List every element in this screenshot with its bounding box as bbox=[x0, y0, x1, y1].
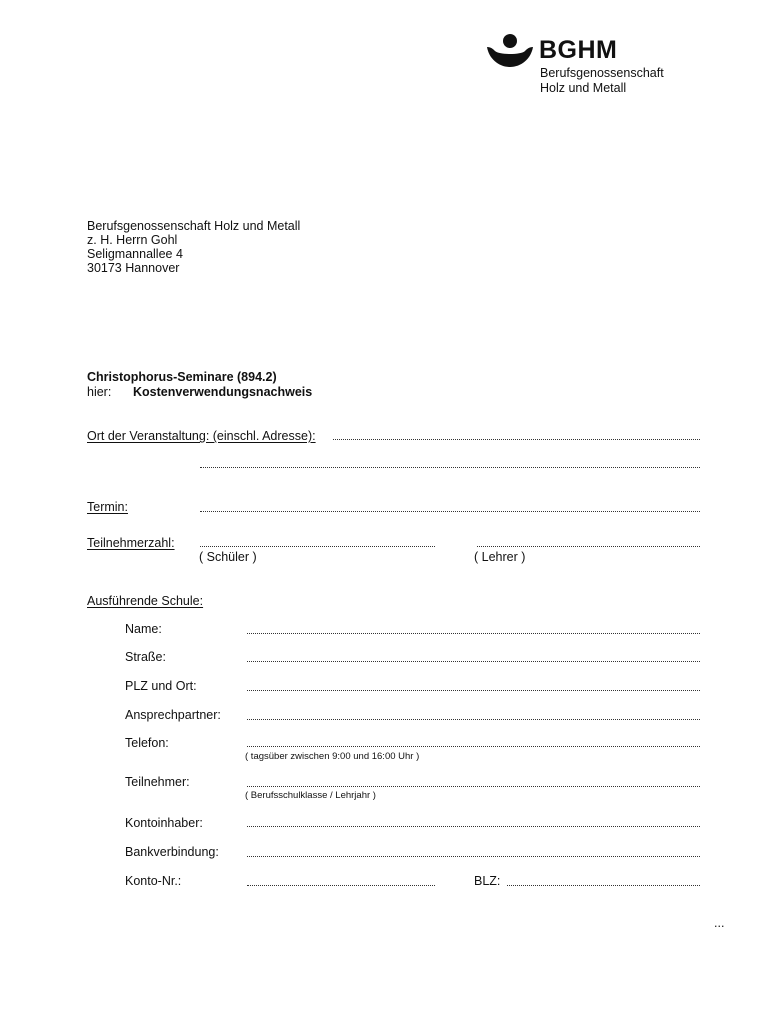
blz-field[interactable] bbox=[507, 885, 700, 886]
address-line: Seligmannallee 4 bbox=[87, 247, 183, 261]
address-line: z. H. Herrn Gohl bbox=[87, 233, 178, 247]
ort-field-line2[interactable] bbox=[200, 467, 700, 468]
teilnehmer-hint: ( Berufsschulklasse / Lehrjahr ) bbox=[245, 790, 376, 801]
continuation-marker: ... bbox=[714, 916, 725, 930]
ort-field-line1[interactable] bbox=[333, 439, 700, 440]
blz-label: BLZ: bbox=[474, 874, 501, 888]
document-title: Christophorus-Seminare (894.2) bbox=[87, 370, 277, 384]
schueler-label: ( Schüler ) bbox=[199, 550, 257, 564]
ansprechpartner-field[interactable] bbox=[247, 719, 700, 720]
konto-nr-field[interactable] bbox=[247, 885, 435, 886]
schueler-count-field[interactable] bbox=[200, 546, 435, 547]
teilnehmerzahl-label: Teilnehmerzahl: bbox=[87, 536, 175, 550]
termin-label: Termin: bbox=[87, 500, 128, 514]
document-subject: Kostenverwendungsnachweis bbox=[133, 385, 313, 399]
telefon-field[interactable] bbox=[247, 746, 700, 747]
logo-figure-icon bbox=[487, 33, 533, 69]
address-line: Berufsgenossenschaft Holz und Metall bbox=[87, 219, 301, 233]
name-label: Name: bbox=[125, 622, 162, 636]
plz-ort-label: PLZ und Ort: bbox=[125, 679, 197, 693]
bankverbindung-label: Bankverbindung: bbox=[125, 845, 219, 859]
kontoinhaber-field[interactable] bbox=[247, 826, 700, 827]
logo-subtitle-line2: Holz und Metall bbox=[540, 81, 627, 95]
telefon-hint: ( tagsüber zwischen 9:00 und 16:00 Uhr ) bbox=[245, 751, 420, 762]
ansprechpartner-label: Ansprechpartner: bbox=[125, 708, 221, 722]
plz-ort-field[interactable] bbox=[247, 690, 700, 691]
teilnehmer-label: Teilnehmer: bbox=[125, 775, 190, 789]
logo-subtitle-line1: Berufsgenossenschaft bbox=[540, 66, 664, 80]
bankverbindung-field[interactable] bbox=[247, 856, 700, 857]
kontoinhaber-label: Kontoinhaber: bbox=[125, 816, 203, 830]
logo-name: BGHM bbox=[539, 36, 618, 64]
address-line: 30173 Hannover bbox=[87, 261, 180, 275]
teilnehmer-field[interactable] bbox=[247, 786, 700, 787]
strasse-field[interactable] bbox=[247, 661, 700, 662]
konto-nr-label: Konto-Nr.: bbox=[125, 874, 182, 888]
name-field[interactable] bbox=[247, 633, 700, 634]
lehrer-count-field[interactable] bbox=[477, 546, 700, 547]
strasse-label: Straße: bbox=[125, 650, 166, 664]
ort-label: Ort der Veranstaltung: (einschl. Adresse): bbox=[87, 429, 316, 443]
lehrer-label: ( Lehrer ) bbox=[474, 550, 526, 564]
telefon-label: Telefon: bbox=[125, 736, 169, 750]
schule-heading: Ausführende Schule: bbox=[87, 594, 204, 608]
termin-field[interactable] bbox=[200, 511, 700, 512]
hier-label: hier: bbox=[87, 385, 112, 399]
